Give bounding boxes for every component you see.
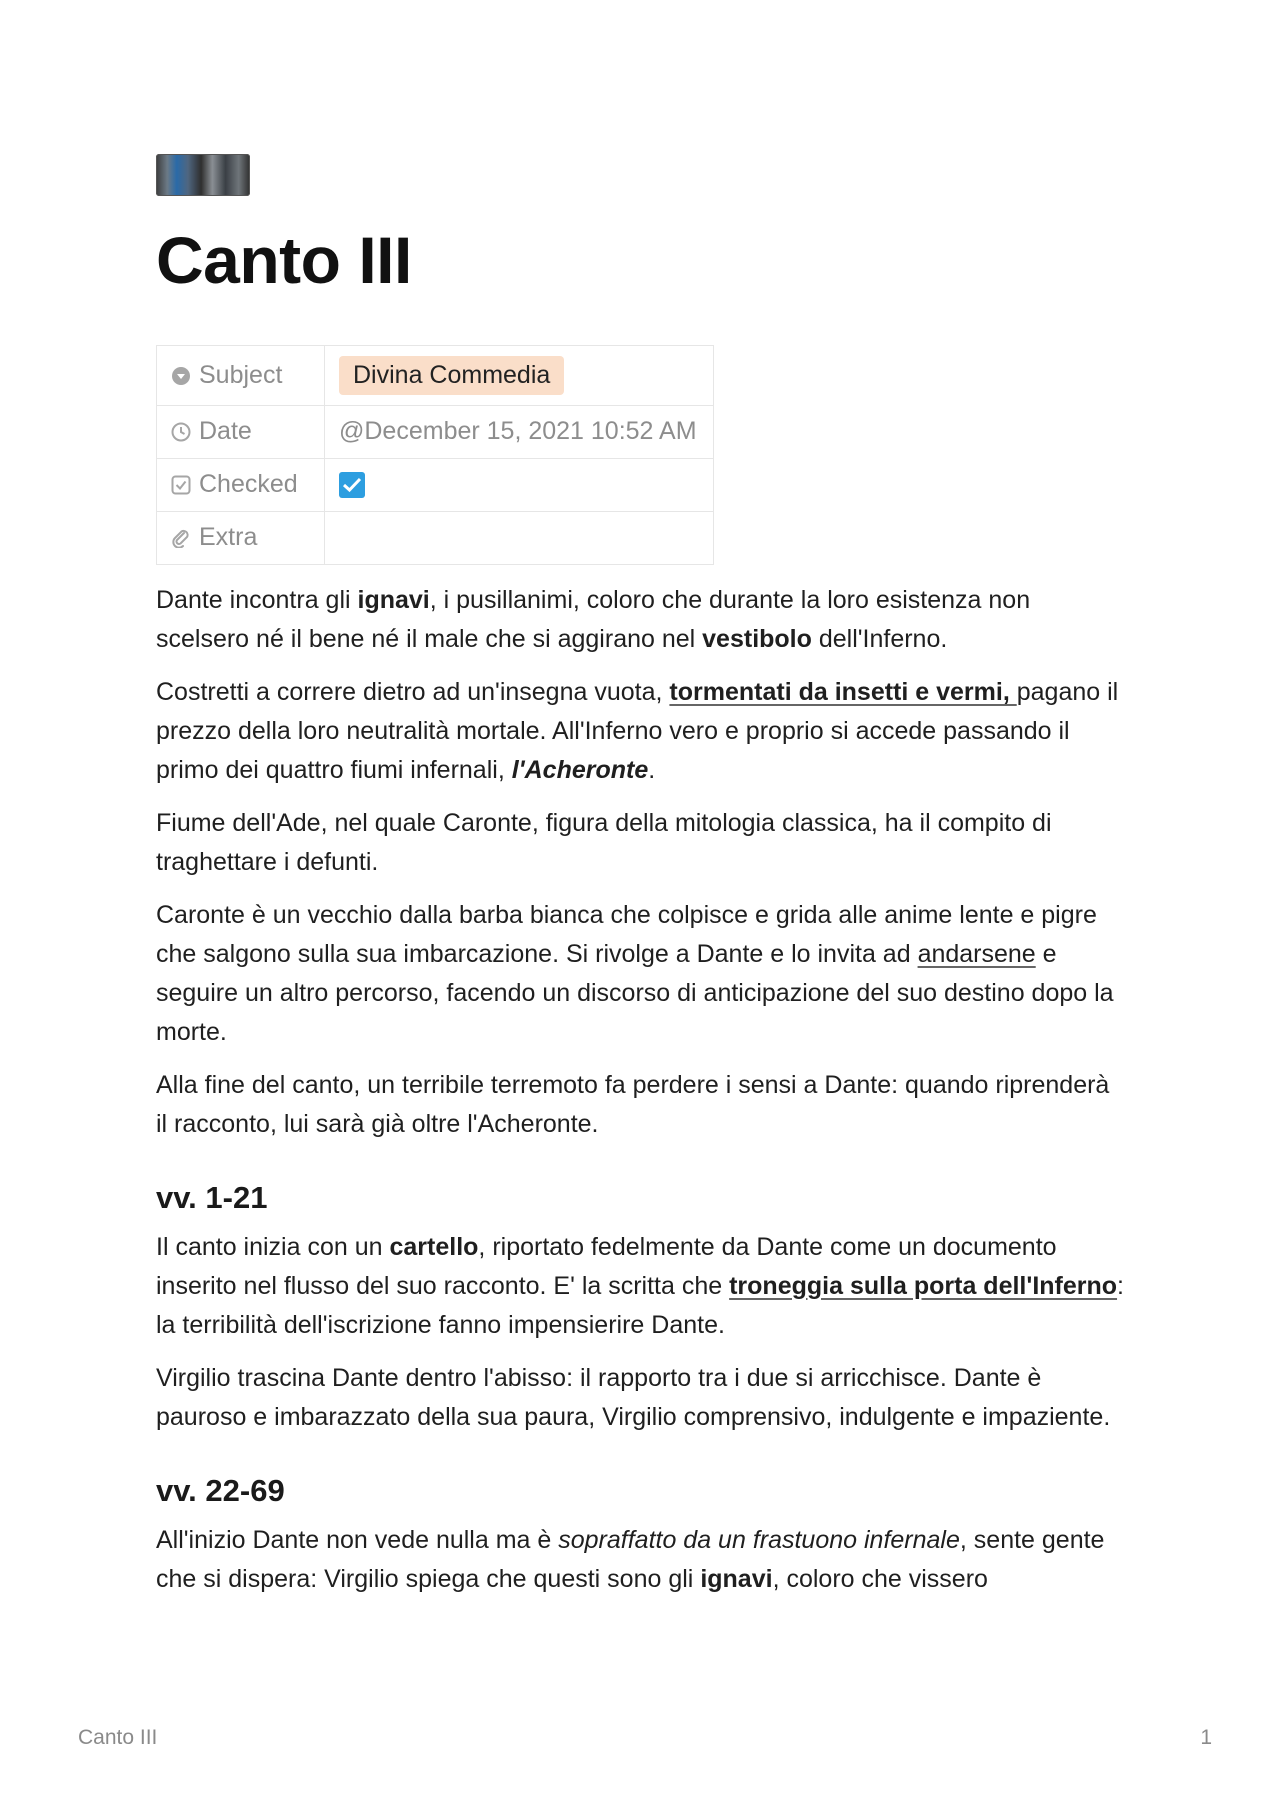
date-value[interactable]: @December 15, 2021 10:52 AM xyxy=(325,405,714,458)
property-value xyxy=(325,458,714,511)
paragraph: Costretti a correre dietro ad un'insegna vuota, tormentati da insetti e vermi, pagano il prezzo della loro neutralità mortale. All'Inferno vero e proprio si accede passando il primo dei quattro fiumi infernali, l'Acheronte. xyxy=(156,677,1119,784)
checked-checkbox[interactable] xyxy=(339,472,365,498)
paragraph: Il canto inizia con un cartello, riportato fedelmente da Dante come un documento inserito nel flusso del suo racconto. E' la scritta che troneggia sulla porta dell'Inferno: la terribilità dell'iscrizione fanno impensierire Dante. xyxy=(156,1232,1124,1339)
paragraph: Caronte è un vecchio dalla barba bianca che colpisce e grida alle anime lente e pigre che salgono sulla sua imbarcazione. Si rivolge a Dante e lo invita ad andarsene e seguire un altro percorso, facendo un discorso di anticipazione del suo destino dopo la morte. xyxy=(156,900,1114,1046)
property-key: Extra xyxy=(157,511,325,564)
paragraph: Alla fine del canto, un terribile terremoto fa perdere i sensi a Dante: quando riprenderà il racconto, lui sarà già oltre l'Acheronte. xyxy=(156,1070,1110,1138)
section-heading: vv. 1-21 xyxy=(156,1179,268,1215)
clock-icon xyxy=(171,422,191,442)
paragraph: All'inizio Dante non vede nulla ma è sopraffatto da un frastuono infernale, sente gente che si dispera: Virgilio spiega che questi sono gli ignavi, coloro che vissero xyxy=(156,1525,1105,1593)
paperclip-icon xyxy=(171,528,191,548)
section-heading: vv. 22-69 xyxy=(156,1472,285,1508)
paragraph: Virgilio trascina Dante dentro l'abisso: il rapporto tra i due si arricchisce. Dante è pauroso e imbarazzato della sua paura, Virgilio comprensivo, indulgente e impaziente. xyxy=(156,1363,1111,1431)
property-row-extra xyxy=(157,511,714,564)
paragraph: Dante incontra gli ignavi, i pusillanimi, coloro che durante la loro esistenza non scelsero né il bene né il male che si aggirano nel vestibolo dell'Inferno. xyxy=(156,585,1031,653)
document-page xyxy=(156,154,1126,1613)
page-title: Canto III xyxy=(156,223,412,297)
subject-tag[interactable]: Divina Commedia xyxy=(339,356,564,395)
extra-value[interactable] xyxy=(325,511,714,564)
property-row-date xyxy=(157,405,714,458)
check-icon xyxy=(342,476,362,494)
property-value[interactable] xyxy=(325,345,714,405)
dropdown-circle-icon xyxy=(171,366,191,386)
property-key: Subject xyxy=(157,345,325,405)
property-row-subject xyxy=(157,345,714,405)
properties-table xyxy=(156,345,714,565)
footer-page-number: 1 xyxy=(1200,1726,1212,1749)
property-key: Checked xyxy=(157,458,325,511)
checkbox-icon xyxy=(171,475,191,495)
footer-title: Canto III xyxy=(78,1726,158,1749)
property-key: Date xyxy=(157,405,325,458)
paragraph: Fiume dell'Ade, nel quale Caronte, figura della mitologia classica, ha il compito di traghettare i defunti. xyxy=(156,808,1052,876)
property-row-checked xyxy=(157,458,714,511)
page-cover-icon[interactable] xyxy=(156,154,250,196)
